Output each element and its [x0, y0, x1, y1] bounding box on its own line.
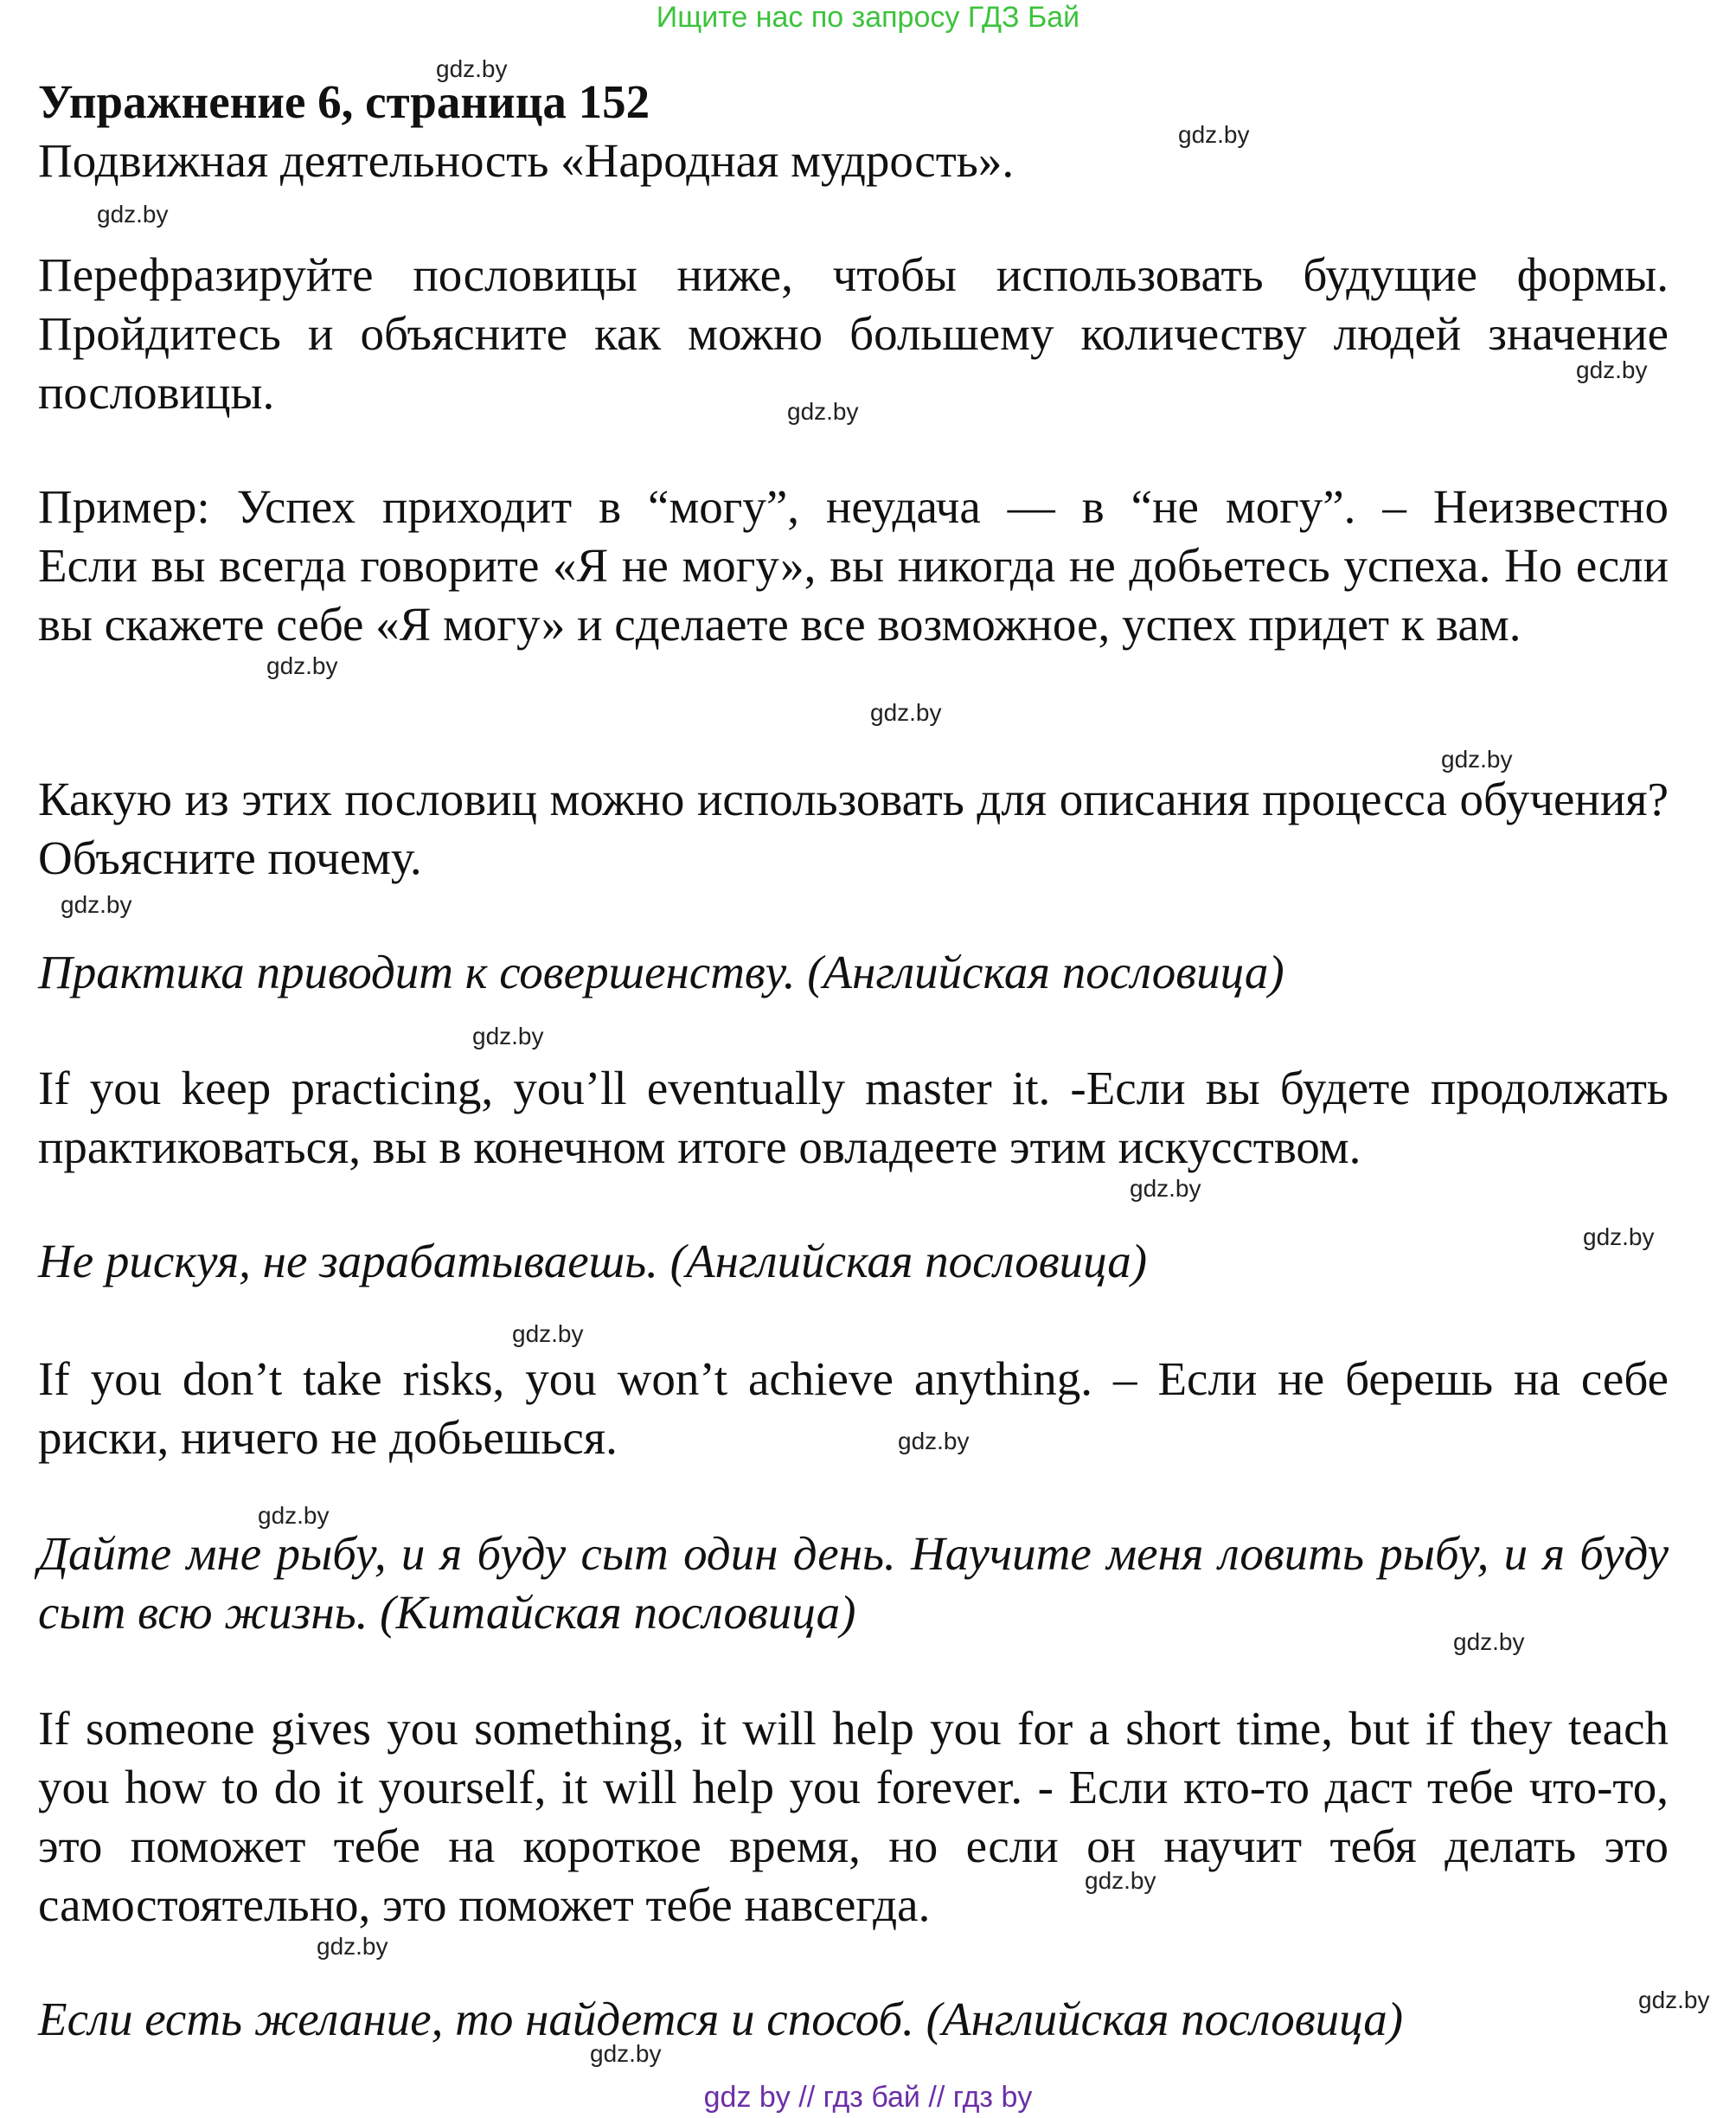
footer-links: gdz by // гдз бай // гдз by — [703, 2081, 1033, 2114]
subtitle: Подвижная деятельность «Народная мудрость». — [38, 134, 1015, 187]
example-explanation: Если вы всегда говорите «Я не могу», вы никогда не добьетесь успеха. Но если вы скажете себе «Я могу» и сделаете все возможное, успех придет к вам. — [38, 539, 1669, 651]
watermark: gdz.by — [1638, 1986, 1710, 2013]
watermark: gdz.by — [266, 652, 338, 679]
watermark: gdz.by — [512, 1320, 584, 1347]
watermark: gdz.by — [590, 2040, 662, 2067]
watermark: gdz.by — [1576, 356, 1648, 383]
watermark: gdz.by — [1085, 1867, 1156, 1894]
watermark: gdz.by — [1178, 121, 1250, 148]
watermark: gdz.by — [870, 699, 942, 726]
page-title: Упражнение 6, страница 152 — [38, 75, 650, 128]
watermark: gdz.by — [258, 1502, 330, 1529]
answer-2: If you don’t take risks, you won’t achieve anything. – Если не берешь на себе риски, ничего не добьешься. — [38, 1352, 1669, 1464]
watermark: gdz.by — [1441, 746, 1513, 773]
top-banner: Ищите нас по запросу ГДЗ Бай — [656, 1, 1080, 34]
answer-3: If someone gives you something, it will help you for a short time, but if they teach you how to do it yourself, it will help you forever. - Если кто-то даст тебе что-то, это поможет тебе на короткое время, но если он научит тебя делать это самостоятельно, это поможет тебе навсегда. — [38, 1702, 1669, 1931]
watermark: gdz.by — [317, 1933, 388, 1960]
proverb-2: Не рискуя, не зарабатываешь. (Английская пословица) — [38, 1235, 1148, 1287]
question: Какую из этих пословиц можно использовать для описания процесса обучения? Объясните почему. — [38, 773, 1669, 884]
watermark: gdz.by — [61, 891, 132, 918]
watermark: gdz.by — [898, 1428, 970, 1454]
example-line-1: Пример: Успех приходит в “могу”, неудача — в “не могу”. – Неизвестно — [38, 480, 1669, 533]
proverb-4: Если есть желание, то найдется и способ. (Английская пословица) — [38, 1993, 1404, 2045]
proverb-1: Практика приводит к совершенству. (Английская пословица) — [38, 946, 1284, 998]
proverb-3: Дайте мне рыбу, и я буду сыт один день. Научите меня ловить рыбу, и я буду сыт всю жизнь. (Китайская пословица) — [38, 1527, 1669, 1639]
answer-1: If you keep practicing, you’ll eventually master it. -Если вы будете продолжать практиковаться, вы в конечном итоге овладеете этим искусством. — [38, 1062, 1669, 1173]
watermark: gdz.by — [436, 55, 508, 82]
instruction: Перефразируйте пословицы ниже, чтобы использовать будущие формы. Пройдитесь и объясните как можно большему количеству людей значение пословицы. — [38, 248, 1669, 419]
watermark: gdz.by — [472, 1023, 544, 1049]
watermark: gdz.by — [787, 398, 859, 425]
watermark: gdz.by — [1453, 1628, 1525, 1655]
watermark: gdz.by — [1583, 1223, 1655, 1250]
watermark: gdz.by — [1130, 1175, 1201, 1202]
watermark: gdz.by — [97, 201, 169, 228]
